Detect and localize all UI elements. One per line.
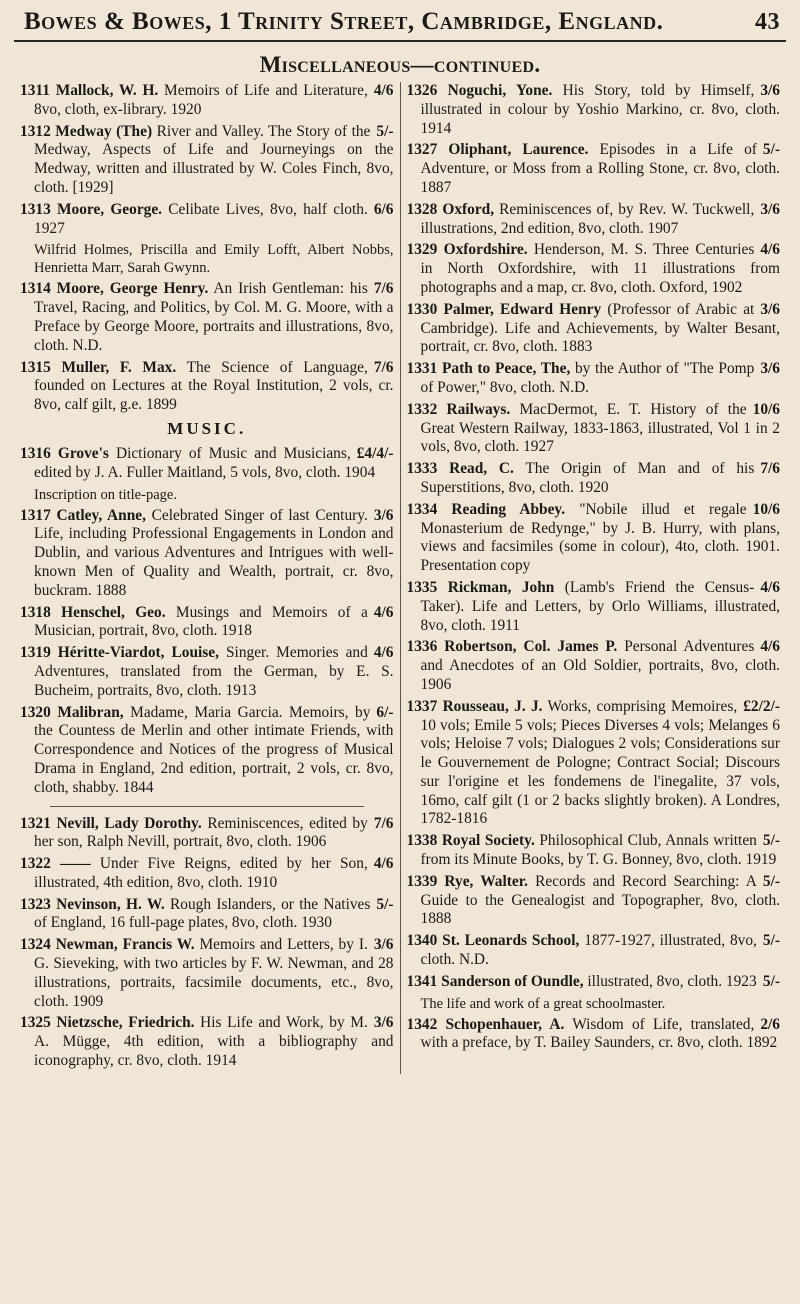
entry-description: Philosophical Club, Annals written from its Minute Books, by T. G. Bonney, 8vo, cloth. 1919 bbox=[420, 832, 777, 869]
entry-description: Memoirs and Letters, by I. G. Sieveking, with two articles by F. W. Newman, and 28 illustrations, portraits, facsimile documents, etc., 8vo, cloth. 1909 bbox=[34, 936, 394, 1010]
entry-heading: Moore, George Henry. bbox=[56, 280, 209, 298]
catalogue-entry bbox=[20, 1014, 394, 1070]
entry-number: 1342 bbox=[406, 1015, 438, 1033]
subsection-heading: MUSIC. bbox=[167, 418, 247, 438]
entry-price: 4/6 bbox=[373, 855, 394, 873]
entry-description: Records and Record Searching: A Guide to the Genealogist and Topographer, 8vo, cloth. 1888 bbox=[420, 872, 780, 928]
entry-heading: Royal Society. bbox=[441, 832, 535, 850]
entry-heading: Reading Abbey. bbox=[451, 500, 566, 518]
entry-description: Memoirs of Life and Literature, 8vo, cloth, ex-library. 1920 bbox=[34, 82, 368, 118]
catalogue-entry bbox=[407, 141, 781, 197]
catalogue-entry bbox=[407, 460, 781, 498]
entry-number: 1324 bbox=[20, 936, 51, 954]
catalogue-columns bbox=[14, 82, 786, 1074]
entry-description: "Nobile illud et regale Monasterium de Redynge," by J. B. Hurry, with plans, views and facsimiles (some in colour), 4to, cloth. 1901. Presentation copy bbox=[420, 500, 780, 575]
entry-note bbox=[407, 995, 781, 1013]
page-header bbox=[14, 8, 786, 42]
entry-description: Henderson, M. S. Three Centuries in North Oxfordshire, with 11 illustrations from photographs and a map, cr. 8vo, cloth. Oxford, 1902 bbox=[420, 241, 780, 296]
entry-number: 1318 bbox=[20, 603, 51, 621]
catalogue-entry bbox=[20, 604, 394, 642]
bookseller-address: Bowes & Bowes, 1 Trinity Street, Cambridge, England. bbox=[24, 8, 664, 35]
entry-heading: Oxford, bbox=[442, 200, 495, 218]
catalogue-entry bbox=[20, 644, 394, 700]
entry-description: Inscription on title-page. bbox=[34, 486, 177, 503]
entry-heading: Héritte-Viardot, Louise, bbox=[57, 644, 219, 662]
entry-price: £4/4/- bbox=[356, 444, 394, 462]
catalogue-entry bbox=[20, 359, 394, 415]
entry-description: Celebrated Singer of last Century. Life, including Professional Engagements in London and Dublin, and various Adventures and Intrigues with well-known Men of Quality and Wealth, portrait, cr. 8vo, buckram. 1888 bbox=[34, 506, 394, 599]
entry-price: 3/6 bbox=[760, 300, 780, 318]
entry-number: 1315 bbox=[20, 358, 51, 376]
left-column bbox=[14, 82, 400, 1074]
entry-number: 1314 bbox=[20, 280, 51, 298]
entry-description: Reminiscences of, by Rev. W. Tuckwell, illustrations, 2nd edition, 8vo, cloth. 1907 bbox=[420, 200, 755, 237]
entry-description: Reminiscences, edited by her son, Ralph Nevill, portrait, 8vo, cloth. 1906 bbox=[34, 814, 368, 851]
entry-price: 7/6 bbox=[373, 280, 394, 298]
entry-number: 1327 bbox=[406, 141, 438, 159]
entry-price: 5/- bbox=[762, 872, 780, 890]
entry-number: 1320 bbox=[20, 703, 51, 721]
entry-number: 1311 bbox=[20, 82, 50, 99]
entry-number: 1337 bbox=[406, 697, 438, 715]
catalogue-entry bbox=[407, 401, 781, 457]
entry-heading: Muller, F. Max. bbox=[61, 358, 177, 376]
catalogue-entry bbox=[407, 82, 781, 138]
catalogue-entry bbox=[20, 855, 394, 893]
catalogue-entry bbox=[20, 82, 394, 120]
entry-description: 1877-1927, illustrated, 8vo, cloth. N.D. bbox=[420, 932, 757, 969]
entry-number: 1328 bbox=[406, 200, 438, 218]
catalogue-entry bbox=[407, 698, 781, 830]
entry-price: 4/6 bbox=[373, 82, 394, 99]
entry-number: 1341 bbox=[406, 972, 438, 990]
entry-price: 5/- bbox=[376, 895, 394, 913]
entry-number: 1339 bbox=[406, 872, 438, 890]
entry-price: 10/6 bbox=[752, 400, 780, 418]
entry-description: Wisdom of Life, translated, with a preface, by T. Bailey Saunders, cr. 8vo, cloth. 1892 bbox=[420, 1015, 778, 1052]
catalogue-entry bbox=[20, 815, 394, 853]
right-column bbox=[400, 82, 787, 1074]
entry-heading: Mallock, W. H. bbox=[55, 82, 159, 99]
section-title: Miscellaneous—continued. bbox=[259, 52, 541, 77]
catalogue-entry bbox=[20, 445, 394, 483]
entry-price: 5/- bbox=[762, 972, 780, 990]
entry-number: 1336 bbox=[406, 638, 438, 656]
catalogue-entry bbox=[407, 1016, 781, 1054]
entry-number: 1322 bbox=[20, 855, 51, 873]
entry-number: 1335 bbox=[406, 578, 438, 596]
entry-price: 3/6 bbox=[373, 936, 394, 954]
entry-heading: Noguchi, Yone. bbox=[447, 82, 553, 99]
entry-description: illustrated, 8vo, cloth. 1923 bbox=[587, 972, 757, 990]
entry-price: 7/6 bbox=[760, 460, 780, 478]
entry-price: 3/6 bbox=[760, 82, 780, 99]
entry-price: 3/6 bbox=[373, 506, 394, 524]
page-number: 43 bbox=[755, 9, 780, 35]
entry-number: 1332 bbox=[406, 400, 438, 418]
entry-number: 1333 bbox=[406, 460, 438, 478]
entry-heading: Nevill, Lady Dorothy. bbox=[56, 814, 202, 832]
entry-heading: Sanderson of Oundle, bbox=[441, 972, 584, 990]
entry-price: 3/6 bbox=[760, 360, 780, 378]
entry-heading: Rickman, John bbox=[447, 578, 555, 596]
entry-heading: Path to Peace, The, bbox=[441, 360, 571, 378]
entry-heading: Malibran, bbox=[57, 703, 124, 721]
entry-number: 1317 bbox=[20, 506, 51, 524]
entry-description: Singer. Memories and Adventures, translated from the German, by E. S. Bucheim, portraits, 8vo, cloth. 1913 bbox=[34, 644, 394, 699]
catalogue-entry bbox=[407, 832, 781, 870]
entry-price: 4/6 bbox=[373, 603, 394, 621]
entry-price: 3/6 bbox=[760, 200, 780, 218]
entry-note bbox=[20, 241, 394, 277]
entry-price: 4/6 bbox=[760, 638, 780, 656]
catalogue-entry bbox=[407, 973, 781, 992]
catalogue-entry bbox=[20, 896, 394, 934]
entry-description: An Irish Gentleman: his Travel, Racing, and Politics, by Col. M. G. Moore, with a Preface by George Moore, portraits and illustrations, 8vo, cloth. N.D. bbox=[34, 280, 394, 354]
catalogue-entry bbox=[407, 932, 781, 970]
catalogue-entry bbox=[407, 873, 781, 929]
entry-heading: Oxfordshire. bbox=[443, 241, 528, 259]
entry-price: £2/2/- bbox=[743, 697, 780, 715]
entry-heading: Medway (The) bbox=[55, 122, 153, 140]
entry-heading: Newman, Francis W. bbox=[55, 936, 195, 954]
entry-description: The Science of Language, founded on Lectures at the Royal Institution, 2 vols, cr. 8vo, calf gilt, g.e. 1899 bbox=[34, 358, 394, 414]
entry-description: (Professor of Arabic at Cambridge). Life and Achievements, by Walter Besant, portrait, cr. 8vo, cloth. 1883 bbox=[420, 300, 780, 356]
entry-description: Rough Islanders, or the Natives of England, 16 full-page plates, 8vo, cloth. 1930 bbox=[34, 895, 371, 932]
entry-number: 1326 bbox=[406, 82, 438, 99]
entry-number: 1329 bbox=[406, 241, 438, 259]
entry-price: 4/6 bbox=[760, 241, 780, 259]
entry-number: 1330 bbox=[406, 300, 438, 318]
entry-heading: Schopenhauer, A. bbox=[445, 1015, 565, 1033]
entry-price: 5/- bbox=[762, 932, 780, 950]
entry-description: The Origin of Man and of his Superstitions, 8vo, cloth. 1920 bbox=[420, 460, 755, 496]
entry-price: 10/6 bbox=[752, 500, 780, 518]
entry-description: Dictionary of Music and Musicians, edited by J. A. Fuller Maitland, 5 vols, 8vo, cloth. 1904 bbox=[34, 444, 376, 481]
catalogue-entry bbox=[407, 201, 781, 239]
entry-price: 5/- bbox=[376, 122, 394, 140]
entry-number: 1340 bbox=[406, 932, 438, 950]
entry-description: Madame, Maria Garcia. Memoirs, by the Countess de Merlin and other intimate Friends, with Correspondence and Notices of the progress of Musical Drama in England, 2nd edition, portrait, 2 vols, cr. 8vo, cloth, shabby. 1844 bbox=[34, 703, 394, 796]
entry-heading: Palmer, Edward Henry bbox=[443, 300, 602, 318]
entry-number: 1312 bbox=[20, 122, 51, 140]
entry-description: Works, comprising Memoires, 10 vols; Emile 5 vols; Pieces Diverses 4 vols; Melanges 6 vols; Heloise 7 vols; Dialogues 2 vols; Considerations sur le Gouvernement de Pologne; Contract Social; Discours sur l'origine et les fondemens de l'inegalite, 37 vols, 16mo, calf gilt (1 or 2 backs slightly broken). A Londres, 1782-1816 bbox=[420, 697, 780, 828]
catalogue-entry bbox=[20, 704, 394, 798]
catalogue-entry bbox=[407, 579, 781, 635]
catalogue-entry bbox=[407, 638, 781, 694]
entry-number: 1321 bbox=[20, 814, 51, 832]
catalogue-entry bbox=[20, 123, 394, 198]
catalogue-entry bbox=[20, 280, 394, 355]
entry-price: 4/6 bbox=[373, 644, 394, 662]
entry-description: Musings and Memoirs of a Musician, portrait, 8vo, cloth. 1918 bbox=[34, 603, 368, 640]
entry-price: 7/6 bbox=[373, 358, 394, 376]
catalogue-entry bbox=[20, 936, 394, 1011]
catalogue-entry bbox=[407, 501, 781, 576]
entry-description: Personal Adventures and Anecdotes of an Old Soldier, portraits, 8vo, cloth. 1906 bbox=[420, 638, 780, 693]
entry-description: River and Valley. The Story of the Medway, Aspects of Life and Journeyings on the Medway, written and illustrated by W. Coles Finch, 8vo, cloth. [1929] bbox=[34, 122, 394, 196]
divider bbox=[50, 806, 364, 807]
entry-heading: Nietzsche, Friedrich. bbox=[56, 1014, 195, 1032]
entry-heading: Railways. bbox=[446, 400, 511, 418]
entry-heading: Robertson, Col. James P. bbox=[444, 638, 618, 656]
catalogue-entry bbox=[20, 201, 394, 239]
entry-description: by the Author of "The Pomp of Power," 8vo, cloth. N.D. bbox=[420, 360, 755, 396]
entry-heading: Catley, Anne, bbox=[56, 506, 146, 524]
catalogue-entry bbox=[20, 507, 394, 601]
entry-heading: Moore, George. bbox=[56, 200, 163, 218]
entry-price: 6/6 bbox=[373, 200, 394, 218]
entry-heading: Rye, Walter. bbox=[444, 872, 528, 890]
catalogue-entry bbox=[407, 301, 781, 357]
entry-heading: Oliphant, Laurence. bbox=[448, 141, 589, 159]
entry-price: 6/- bbox=[376, 703, 394, 721]
entry-description: (Lamb's Friend the Census-Taker). Life and Letters, by Orlo Williams, illustrated, 8vo, cloth. 1911 bbox=[420, 578, 780, 634]
entry-number: 1323 bbox=[20, 895, 51, 913]
catalogue-entry bbox=[407, 241, 781, 297]
entry-description: Episodes in a Life of Adventure, or Moss from a Rolling Stone, cr. 8vo, cloth. 1887 bbox=[420, 141, 780, 196]
entry-heading: Read, C. bbox=[449, 460, 514, 478]
entry-price: 5/- bbox=[762, 832, 780, 850]
entry-price: 2/6 bbox=[760, 1015, 780, 1033]
entry-heading: Grove's bbox=[57, 444, 109, 462]
entry-price: 4/6 bbox=[760, 578, 780, 596]
entry-price: 5/- bbox=[762, 141, 780, 159]
entry-number: 1334 bbox=[406, 500, 438, 518]
entry-description: His Life and Work, by M. A. Mügge, 4th edition, with a bibliography and iconography, cr. 8vo, cloth. 1914 bbox=[34, 1014, 394, 1070]
entry-number: 1338 bbox=[406, 832, 438, 850]
entry-description: Under Five Reigns, edited by her Son, illustrated, 4th edition, 8vo, cloth. 1910 bbox=[34, 855, 368, 891]
entry-number: 1316 bbox=[20, 444, 51, 462]
entry-description: His Story, told by Himself, illustrated in colour by Yoshio Markino, cr. 8vo, cloth. 1914 bbox=[420, 82, 780, 137]
entry-number: 1319 bbox=[20, 644, 51, 662]
entry-heading: St. Leonards School, bbox=[442, 932, 580, 950]
entry-number: 1313 bbox=[20, 200, 51, 218]
entry-description: The life and work of a great schoolmaster. bbox=[420, 995, 666, 1012]
entry-description: Celibate Lives, 8vo, half cloth. 1927 bbox=[34, 200, 368, 237]
entry-heading: Rousseau, J. J. bbox=[442, 697, 543, 715]
entry-heading: Nevinson, H. W. bbox=[56, 895, 165, 913]
entry-heading: —— bbox=[59, 855, 91, 873]
entry-price: 3/6 bbox=[373, 1014, 394, 1032]
entry-description: MacDermot, E. T. History of the Great Western Railway, 1833-1863, illustrated, Vol 1 in 2 vols, 8vo, cloth. 1927 bbox=[420, 400, 780, 456]
entry-description: Wilfrid Holmes, Priscilla and Emily Lofft, Albert Nobbs, Henrietta Marr, Sarah Gwynn. bbox=[34, 242, 394, 277]
entry-price: 7/6 bbox=[373, 814, 394, 832]
entry-number: 1325 bbox=[20, 1014, 51, 1032]
entry-note bbox=[20, 486, 394, 504]
entry-heading: Henschel, Geo. bbox=[61, 603, 166, 621]
catalogue-entry bbox=[407, 360, 781, 398]
entry-number: 1331 bbox=[406, 360, 438, 378]
